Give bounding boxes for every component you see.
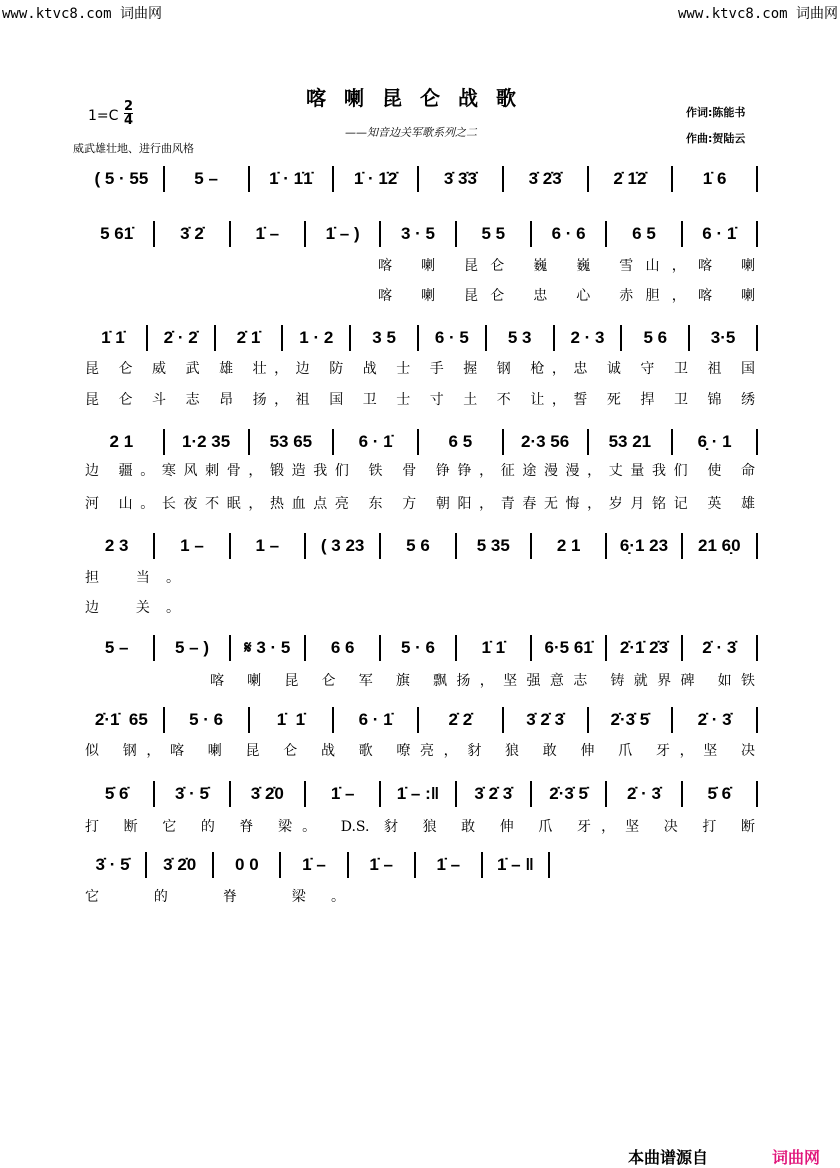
measure: 1̇ – ‖ <box>483 852 550 878</box>
measure: 5 6 <box>622 325 690 351</box>
score-line <box>80 429 758 455</box>
key-signature: 1=C <box>88 108 119 124</box>
score-line <box>80 166 758 192</box>
measure: 1̇ – <box>349 852 416 878</box>
time-bottom: 4 <box>124 113 134 128</box>
subtitle: ——知音边关军歌系列之二 <box>345 126 477 139</box>
measure: 2 · 3 <box>555 325 623 351</box>
measure: 6 · 1̇ <box>334 707 419 733</box>
lyric-line: 喀 喇 昆 仑 军 旗 飘扬，坚强意志 铸就界碑 如铁 <box>210 673 755 689</box>
measure: 2̇ 2̇ <box>419 707 504 733</box>
measure: 5 61̇ <box>80 221 155 247</box>
measure: 1̇ 1̇ <box>457 635 532 661</box>
measure: 1̇ – <box>306 781 381 807</box>
measure: 2̇ 1̇2̇ <box>589 166 674 192</box>
time-top: 2 <box>124 99 134 114</box>
song-title: 喀喇昆仑战歌 <box>306 86 534 110</box>
measure: 1̇ – <box>281 852 348 878</box>
measure: 5 – <box>80 635 155 661</box>
measure: 3̇ 2̇ 3̇ <box>504 707 589 733</box>
measure: 6·5 61̇ <box>532 635 607 661</box>
measure: 53 65 <box>250 429 335 455</box>
lyric-line: 喀 喇 昆仑 巍 巍 雪山，喀 喇 <box>378 258 755 274</box>
measure: 6 · 1̇ <box>683 221 758 247</box>
measure: 1̇ – ) <box>306 221 381 247</box>
score-line <box>80 533 758 559</box>
measure: 3̇ 2̇ <box>155 221 230 247</box>
measure: 2·3 56 <box>504 429 589 455</box>
measure: 3̇ 2̇0 <box>147 852 214 878</box>
footer-source: 本曲谱源自 <box>628 1148 709 1167</box>
composer: 作曲:贺陆云 <box>686 132 746 145</box>
measure: 5 3 <box>487 325 555 351</box>
measure: 5̇ 6̇ <box>80 781 155 807</box>
measure: 1·2 35 <box>165 429 250 455</box>
measure: 3̇ 2̇0 <box>231 781 306 807</box>
time-signature <box>124 100 133 127</box>
measure: 5̇ 6̇ <box>683 781 758 807</box>
measure: 5 – <box>165 166 250 192</box>
measure: 6 5 <box>419 429 504 455</box>
measure: 6̣·1 23 <box>607 533 682 559</box>
measure: 5 5 <box>457 221 532 247</box>
measure: 6 · 6 <box>532 221 607 247</box>
lyric-line: 打 断 它 的 脊 梁。 D.S. 豺 狼 敢 伸 爪 牙，坚 决 打 断 <box>85 819 755 835</box>
score-line <box>80 325 758 351</box>
measure: 1̇ · 1̇2̇ <box>334 166 419 192</box>
lyricist: 作词:陈能书 <box>686 106 746 119</box>
footer-site-link[interactable]: 词曲网 <box>772 1148 821 1167</box>
measure: 1̇ 1̇ <box>80 325 148 351</box>
performance-style: 威武雄壮地、进行曲风格 <box>73 142 194 155</box>
measure: ( 5 · 55 <box>80 166 165 192</box>
lyric-line: 它 的 脊 梁。 <box>85 889 345 905</box>
measure: 3̇ · 5̇ <box>155 781 230 807</box>
measure: 1 – <box>155 533 230 559</box>
measure: 6̣ · 1 <box>673 429 758 455</box>
lyric-line: 似 钢，喀 喇 昆 仑 战 歌 嘹亮，豺 狼 敢 伸 爪 牙，坚 决 <box>85 743 755 759</box>
measure: 2̇ · 3̇ <box>673 707 758 733</box>
measure: 5 · 6 <box>381 635 456 661</box>
measure: 2̇ 1̇ <box>216 325 284 351</box>
measure: 3̇ 2̇ 3̇ <box>457 781 532 807</box>
lyric-line: 喀 喇 昆仑 忠 心 赤胆，喀 喇 <box>378 288 755 304</box>
measure: 5 35 <box>457 533 532 559</box>
measure: 21 6̣0 <box>683 533 758 559</box>
measure: 6 · 5 <box>419 325 487 351</box>
measure: 2̇·1̇ 2̇3̇ <box>607 635 682 661</box>
lyric-line: 边 关。 <box>85 600 180 616</box>
measure: 2 3 <box>80 533 155 559</box>
measure: 2̇ · 3̇ <box>607 781 682 807</box>
measure: 1̇ · 1̇1̇ <box>250 166 335 192</box>
measure: 𝄋 3 · 5 <box>231 635 306 661</box>
measure: 53 21 <box>589 429 674 455</box>
lyric-line: 昆 仑 威 武 雄 壮，边 防 战 士 手 握 钢 枪，忠 诚 守 卫 祖 国 <box>85 361 755 377</box>
measure: 5 · 6 <box>165 707 250 733</box>
measure: 2̇ · 2̇ <box>148 325 216 351</box>
measure: 1̇ – <box>416 852 483 878</box>
measure: 1̇ 6 <box>673 166 758 192</box>
measure: 3 · 5 <box>381 221 456 247</box>
measure: 3̇ 2̇3̇ <box>504 166 589 192</box>
score-line <box>80 635 758 661</box>
measure: 6 · 1̇ <box>334 429 419 455</box>
measure: 2 1 <box>80 429 165 455</box>
score-line <box>80 852 550 878</box>
measure: 2̇·3̇ 5̇ <box>532 781 607 807</box>
measure: 1̇ – :‖ <box>381 781 456 807</box>
measure: 6 5 <box>607 221 682 247</box>
measure: 0 0 <box>214 852 281 878</box>
score-line <box>80 707 758 733</box>
measure: 6 6 <box>306 635 381 661</box>
score-line <box>80 221 758 247</box>
measure: 2̇ · 3̇ <box>683 635 758 661</box>
measure: 3 5 <box>351 325 419 351</box>
watermark-right: www.ktvc8.com 词曲网 <box>677 6 838 22</box>
measure: 1 · 2 <box>283 325 351 351</box>
measure: 3̇ 3̇3̇ <box>419 166 504 192</box>
measure: 3·5 <box>690 325 758 351</box>
watermark-left: www.ktvc8.com 词曲网 <box>2 6 163 22</box>
lyric-line: 河 山。长夜不眠，热血点亮 东 方 朝阳，青春无悔，岁月铭记 英 雄 <box>85 496 755 512</box>
score-line <box>80 781 758 807</box>
measure: 5 6 <box>381 533 456 559</box>
measure: 5 – ) <box>155 635 230 661</box>
measure: 2 1 <box>532 533 607 559</box>
measure: ( 3 23 <box>306 533 381 559</box>
measure: 1̇ 1̇ <box>250 707 335 733</box>
lyric-line: 边 疆。寒风刺骨，锻造我们 铁 骨 铮铮，征途漫漫，丈量我们 使 命 <box>85 463 755 479</box>
lyric-line: 昆 仑 斗 志 昂 扬，祖 国 卫 士 寸 土 不 让，誓 死 捍 卫 锦 绣 <box>85 392 755 408</box>
measure: 1 – <box>231 533 306 559</box>
measure: 2̇·1̇ 65 <box>80 707 165 733</box>
measure: 3̇ · 5̇ <box>80 852 147 878</box>
lyric-line: 担 当。 <box>85 570 180 586</box>
measure: 2̇·3̇ 5̇ <box>589 707 674 733</box>
measure: 1̇ – <box>231 221 306 247</box>
